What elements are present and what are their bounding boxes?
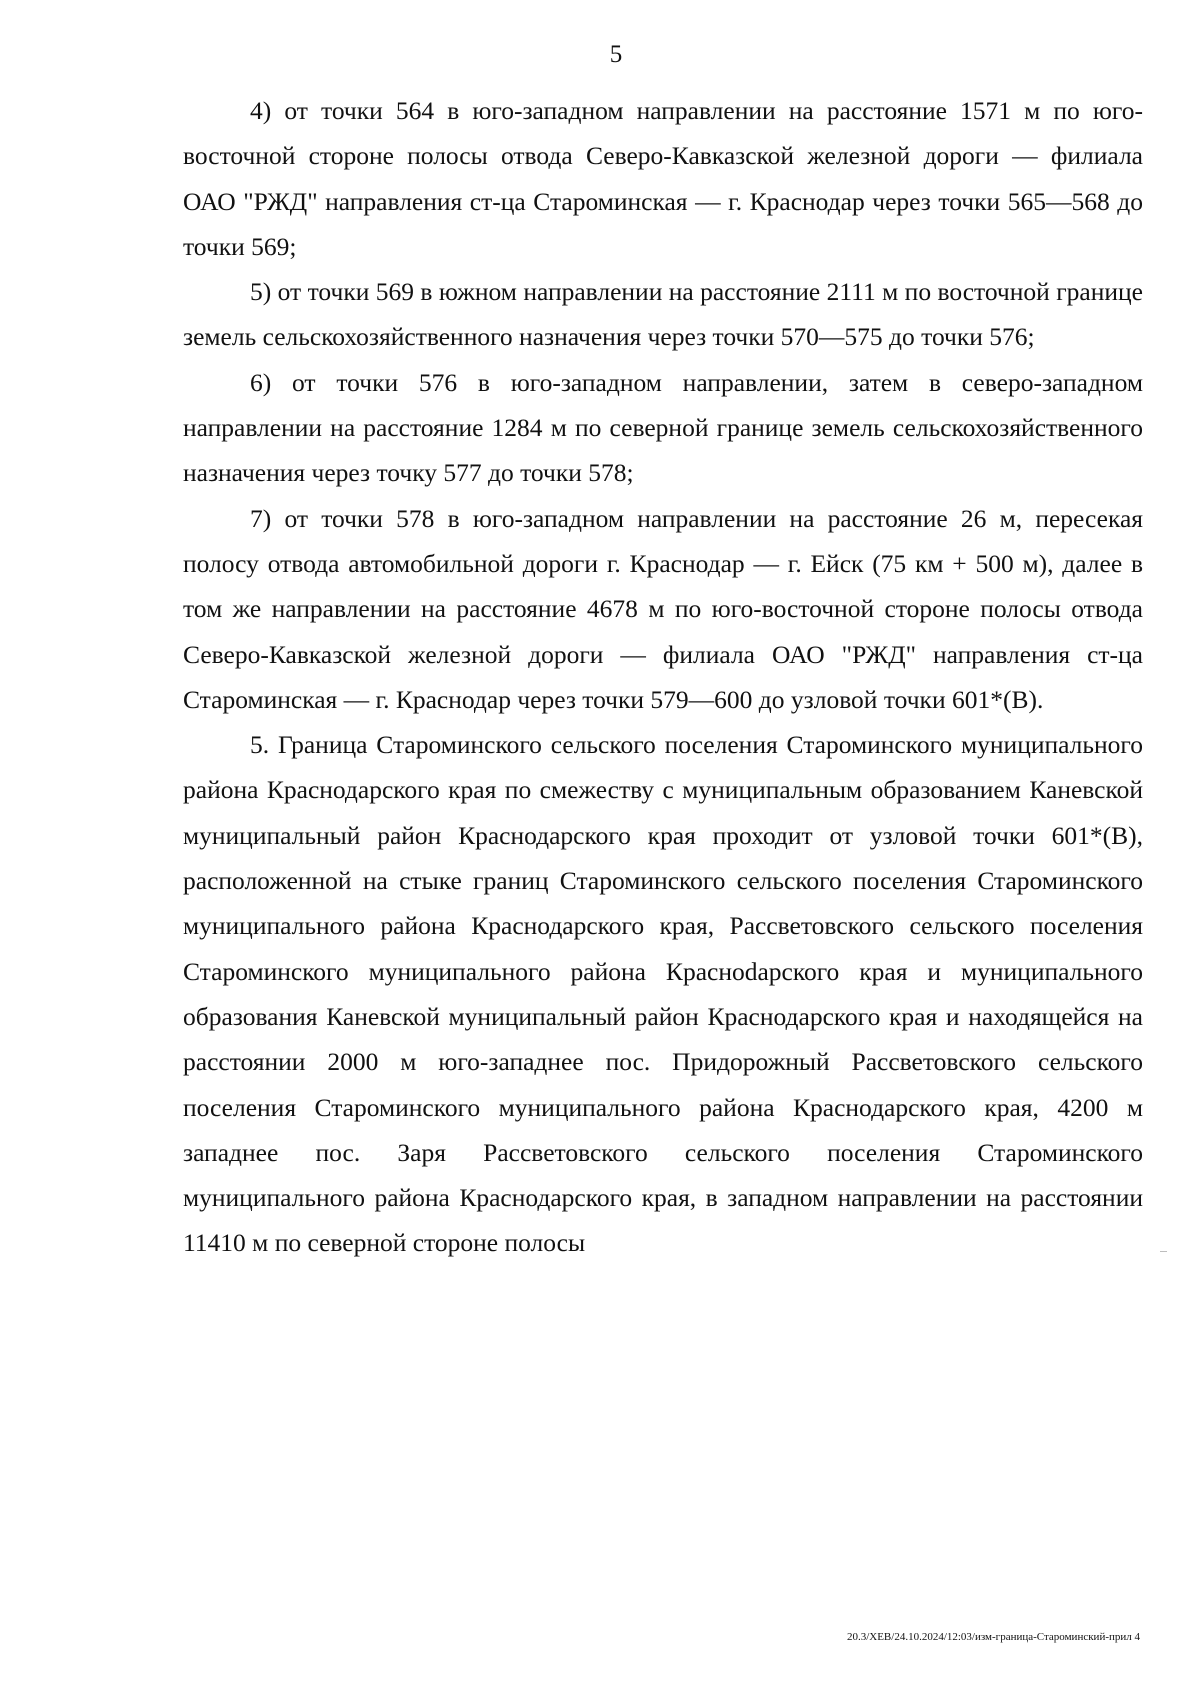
- paragraph-item-4: 4) от точки 564 в юго-западном направлении на расстояние 1571 м по юго-восточной стороне полосы отвода Северо-Кавказской железной дороги — филиала ОАО "РЖД" направления ст-ца Староминская — г. Краснодар через точки 565—568 до точки 569;: [183, 96, 1143, 261]
- scan-speck: [1160, 1251, 1167, 1252]
- footer-document-code: 20.3/ХЕВ/24.10.2024/12:03/изм-граница-Староминский-прил 4: [846, 1631, 1140, 1643]
- paragraph-item-5: 5) от точки 569 в южном направлении на расстояние 2111 м по восточной границе земель сельскохозяйственного назначения через точки 570—575 до точки 576;: [183, 277, 1143, 352]
- document-body: [183, 88, 1143, 1266]
- paragraph-item-6: 6) от точки 576 в юго-западном направлении, затем в северо-западном направлении на расстояние 1284 м по северной границе земель сельскохозяйственного назначения через точку 577 до точки 578;: [183, 367, 1143, 488]
- paragraph-item-7: 7) от точки 578 в юго-западном направлении на расстояние 26 м, пересекая полосу отвода автомобильной дороги г. Краснодар — г. Ейск (75 км + 500 м), далее в том же направлении на расстояние 4678 м по юго-восточной стороне полосы отвода Северо-Кавказской железной дороги — филиала ОАО "РЖД" направления ст-ца Староминская — г. Краснодар через точки 579—600 до узловой точки 601*(В).: [183, 503, 1143, 714]
- page-number: 5: [609, 41, 623, 68]
- paragraph-section-5: 5. Граница Староминского сельского поселения Староминского муниципального района Краснодарского края по смежеству с муниципальным образованием Каневской муниципальный район Краснодарского края проходит от узловой точки 601*(В), расположенной на стыке границ Староминского сельского поселения Староминского муниципального района Краснодарского края, Рассветовского сельского поселения Староминского муниципального района Красноdарского края и муниципального образования Каневской муниципальный район Краснодарского края и находящейся на расстоянии 2000 м юго-западнее пос. Придорожный Рассветовского сельского поселения Староминского муниципального района Краснодарского края, 4200 м западнее пос. Заря Рассветовского сельского поселения Староминского муниципального района Краснодарского края, в западном направлении на расстоянии 11410 м по северной стороне полосы: [183, 730, 1143, 1258]
